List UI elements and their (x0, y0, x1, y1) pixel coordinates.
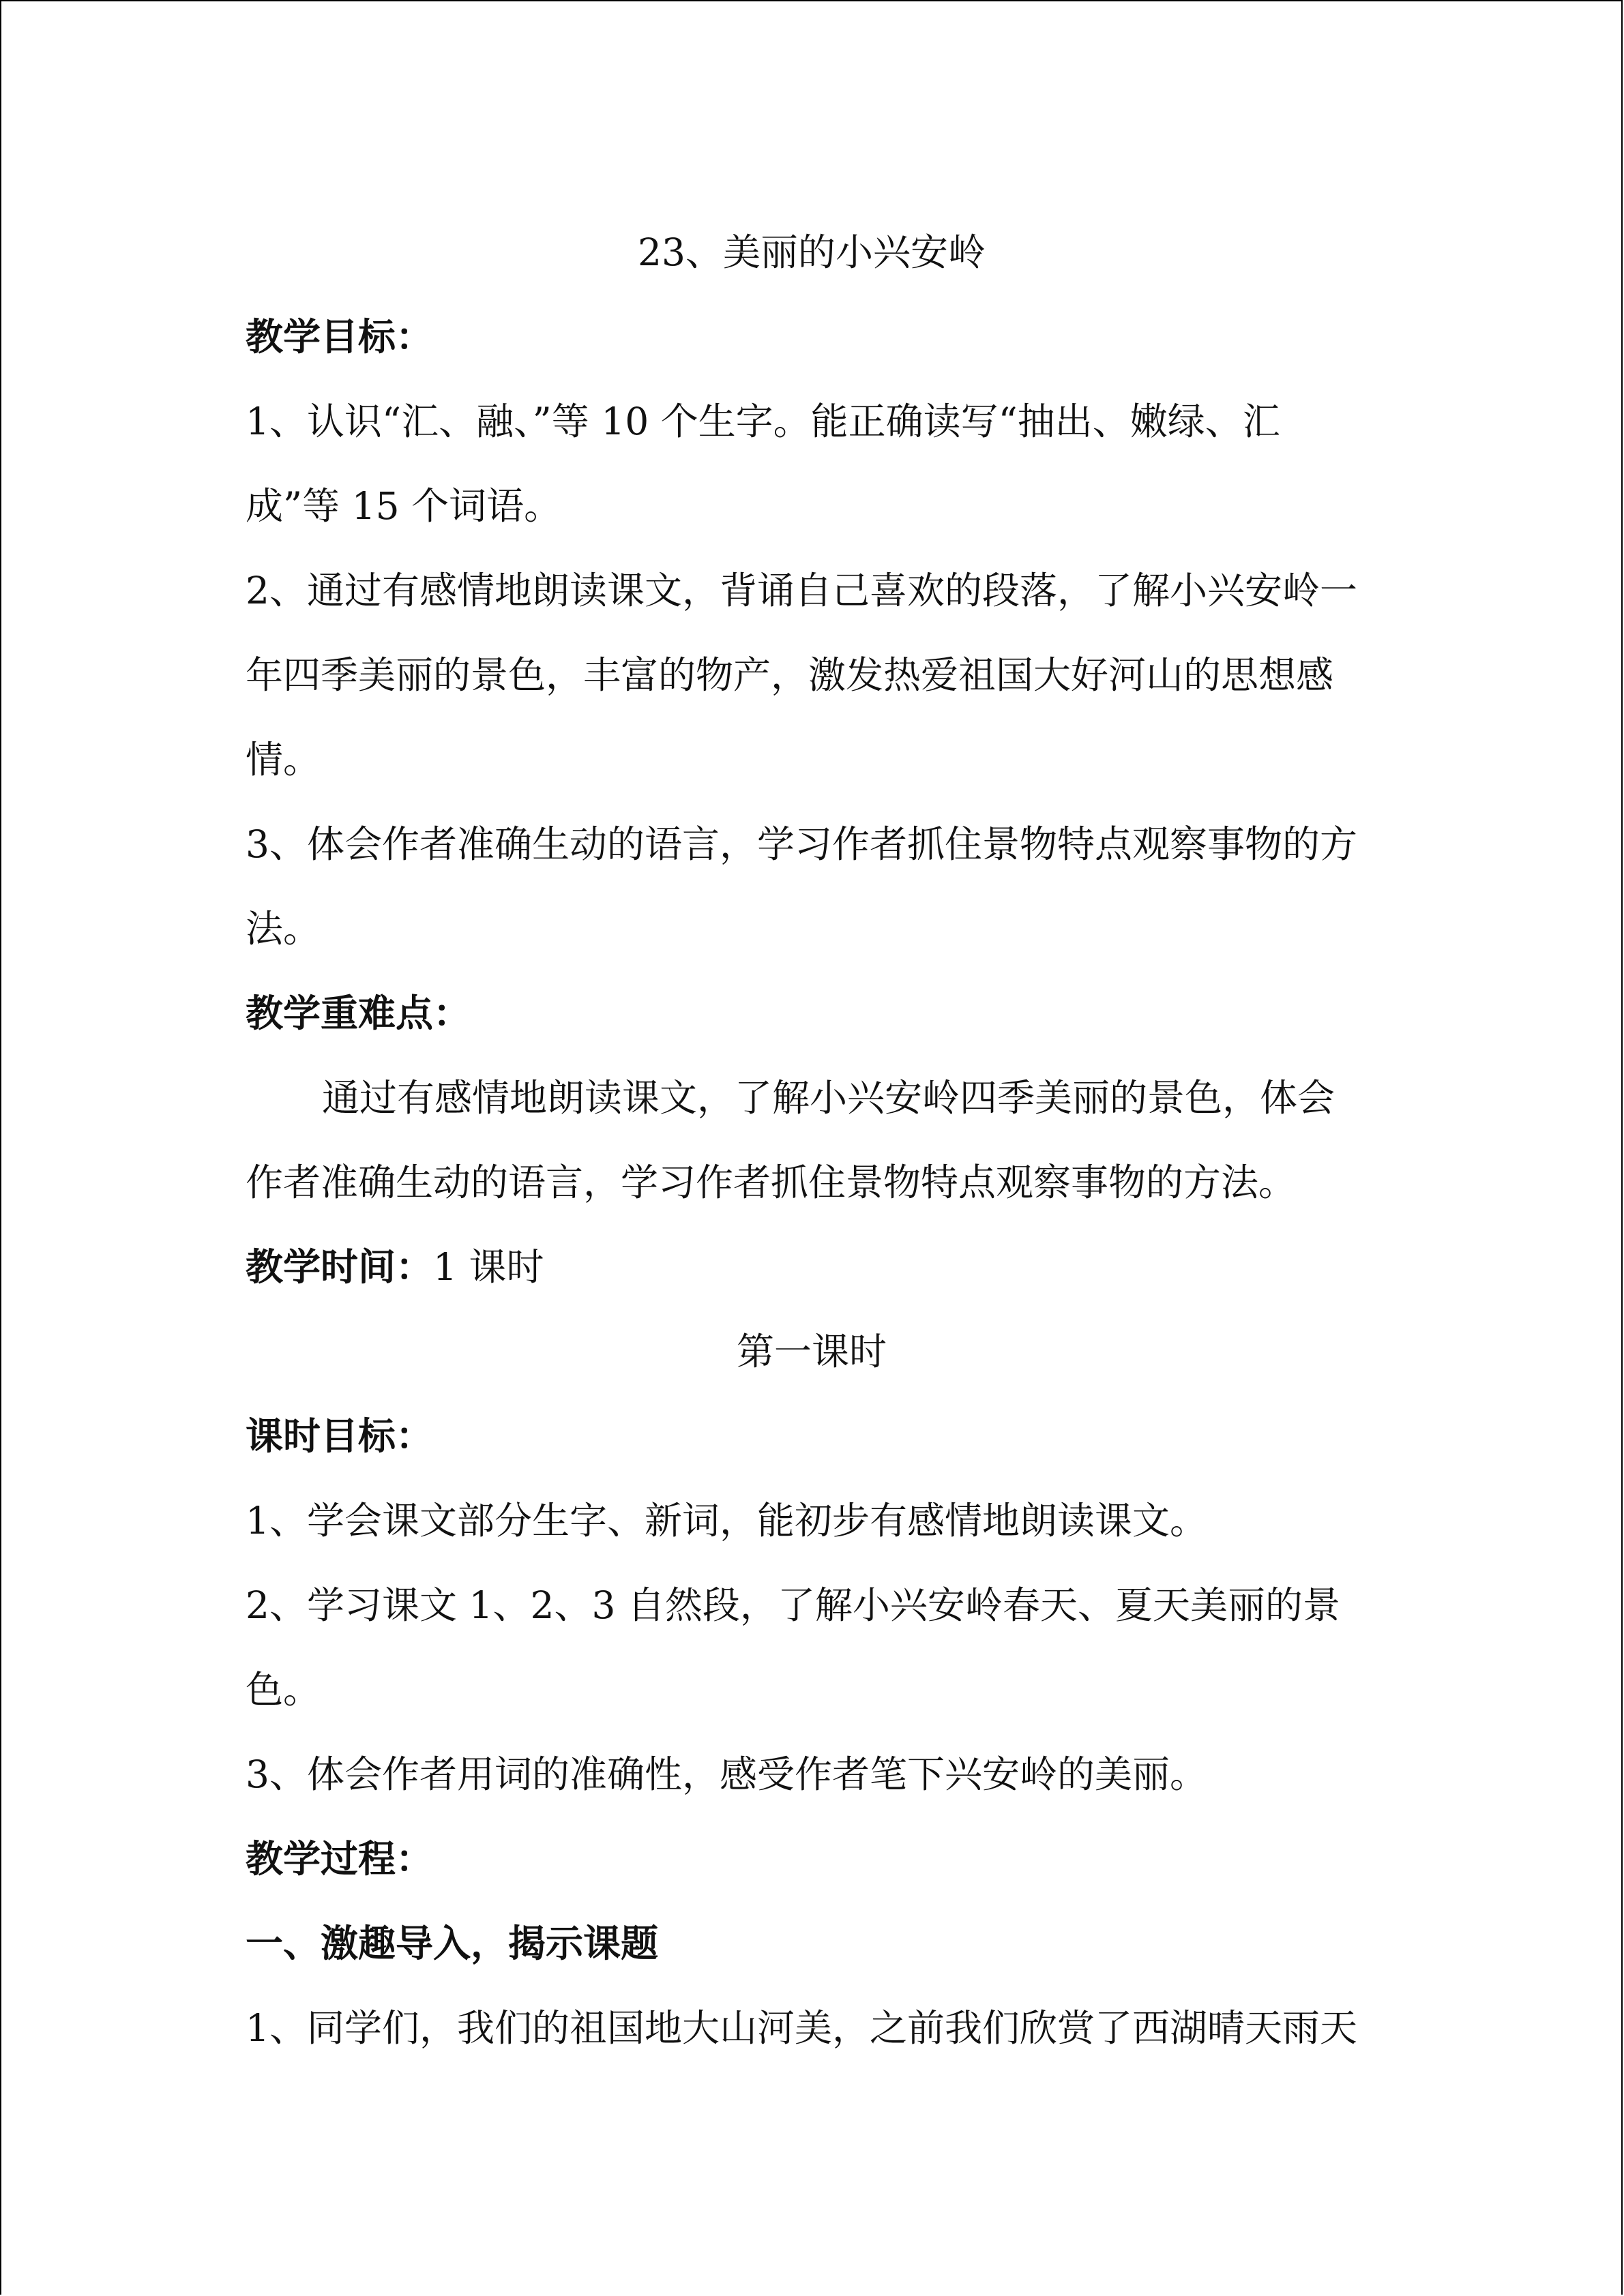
lesson-goal-line: 色。 (246, 1668, 321, 1712)
teaching-goal-line: 年四季美丽的景色，丰富的物产，激发热爱祖国大好河山的思想感 (246, 653, 1334, 697)
teaching-goal-line: 成”等 15 个词语。 (246, 484, 562, 528)
process-heading: 教学过程： (246, 1837, 434, 1881)
key-points-line: 通过有感情地朗读课文，了解小兴安岭四季美丽的景色，体会 (322, 1076, 1335, 1120)
key-points-heading: 教学重难点： (246, 992, 471, 1035)
teaching-time-label: 教学时间： (246, 1245, 434, 1289)
teaching-goals-heading: 教学目标： (246, 315, 434, 359)
teaching-goal-line: 法。 (246, 907, 321, 951)
lesson-goal-line: 1、学会课文部分生字、新词，能初步有感情地朗读课文。 (246, 1499, 1207, 1542)
teaching-goal-line: 2、通过有感情地朗读课文，背诵自己喜欢的段落，了解小兴安岭一 (246, 569, 1357, 612)
teaching-time-value: 1 课时 (433, 1245, 544, 1289)
teaching-goal-line: 1、认识“汇、融、”等 10 个生字。能正确读写“抽出、嫩绿、汇 (246, 400, 1280, 443)
lesson-goals-heading: 课时目标： (246, 1414, 434, 1458)
key-points-line: 作者准确生动的语言，学习作者抓住景物特点观察事物的方法。 (246, 1161, 1297, 1204)
process-line: 1、同学们，我们的祖国地大山河美，之前我们欣赏了西湖晴天雨天 (246, 2006, 1357, 2050)
lesson-heading: 第一课时 (736, 1330, 887, 1373)
lesson-goal-line: 2、学习课文 1、2、3 自然段，了解小兴安岭春天、夏天美丽的景 (246, 1583, 1340, 1627)
teaching-time (246, 1225, 1378, 1309)
document-body (246, 210, 1378, 2070)
process-section-heading: 一、激趣导入，揭示课题 (246, 1922, 659, 1965)
teaching-goal-line: 3、体会作者准确生动的语言，学习作者抓住景物特点观察事物的方 (246, 822, 1357, 866)
lesson-goal-line: 3、体会作者用词的准确性，感受作者笔下兴安岭的美丽。 (246, 1753, 1207, 1796)
teaching-goal-line: 情。 (246, 738, 321, 781)
document-title: 23、美丽的小兴安岭 (638, 230, 986, 274)
